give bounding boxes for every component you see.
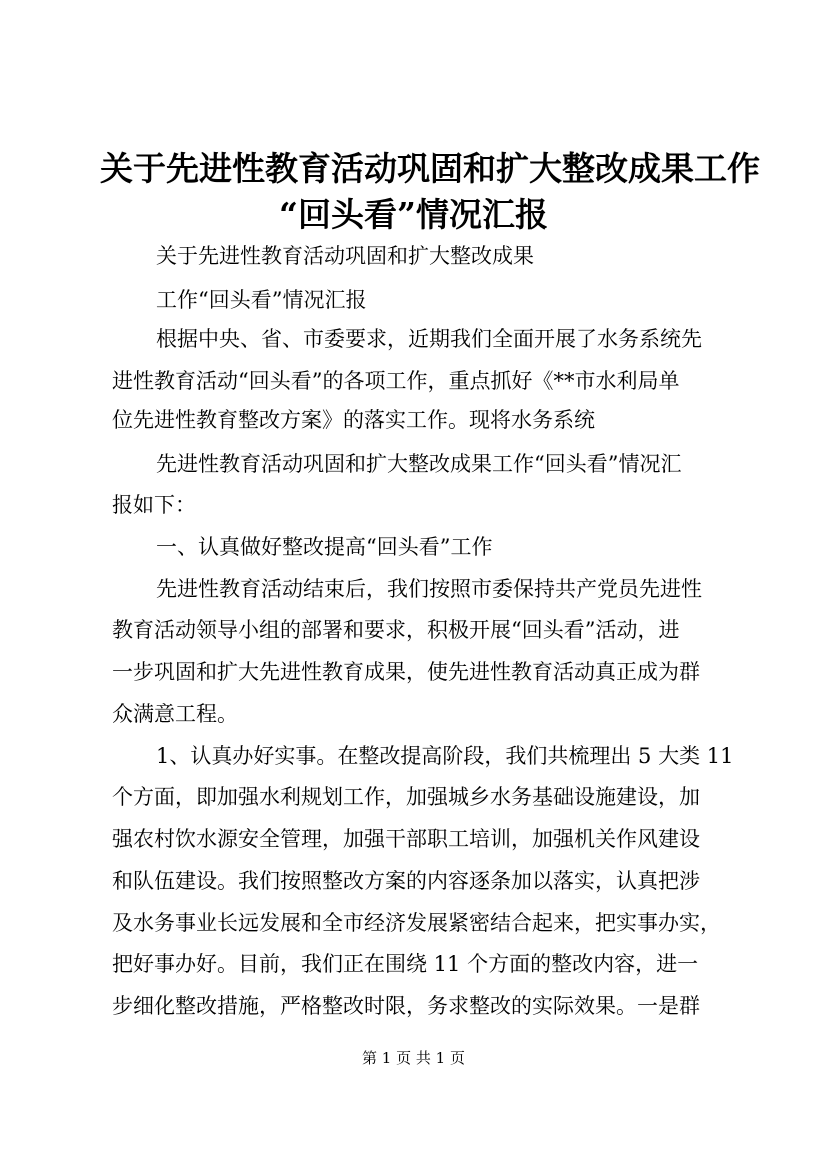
body-line: 1、认真办好实事。在整改提高阶段，我们共梳理出 5 大类 11 <box>156 744 734 768</box>
body-line: 根据中央、省、市委要求，近期我们全面开展了水务系统先 <box>156 327 702 351</box>
body-line: 先进性教育活动结束后，我们按照市委保持共产党员先进性 <box>156 577 702 601</box>
body-line: 位先进性教育整改方案》的落实工作。现将水务系统 <box>112 408 595 432</box>
body-line: 一、认真做好整改提高“回头看”工作 <box>156 535 493 559</box>
body-line: 步细化整改措施，严格整改时限，务求整改的实际效果。一是群 <box>112 994 700 1018</box>
document-title-line-2: “回头看”情况汇报 <box>279 195 548 234</box>
body-line: 一步巩固和扩大先进性教育成果，使先进性教育活动真正成为群 <box>112 660 700 684</box>
body-line: 报如下： <box>112 493 196 517</box>
body-line: 及水务事业长远发展和全市经济发展紧密结合起来，把实事办实， <box>112 911 721 935</box>
body-line: 和队伍建设。我们按照整改方案的内容逐条加以落实，认真把涉 <box>112 869 700 893</box>
body-line: 个方面，即加强水利规划工作，加强城乡水务基础设施建设，加 <box>112 785 700 809</box>
body-line: 先进性教育活动巩固和扩大整改成果工作“回头看”情况汇 <box>156 452 682 476</box>
page-footer: 第 1 页 共 1 页 <box>362 1049 465 1067</box>
body-line: 强农村饮水源安全管理，加强干部职工培训，加强机关作风建设 <box>112 827 700 851</box>
body-line: 进性教育活动“回头看”的各项工作，重点抓好《**市水利局单 <box>112 369 680 393</box>
body-line: 工作“回头看”情况汇报 <box>156 288 367 312</box>
body-line: 众满意工程。 <box>112 702 238 726</box>
document-title-line-1: 关于先进性教育活动巩固和扩大整改成果工作 <box>100 149 760 188</box>
body-line: 教育活动领导小组的部署和要求，积极开展“回头看”活动，进 <box>112 618 680 642</box>
body-line: 把好事办好。目前，我们正在围绕 11 个方面的整改内容，进一 <box>112 952 699 976</box>
body-line: 关于先进性教育活动巩固和扩大整改成果 <box>156 244 534 268</box>
